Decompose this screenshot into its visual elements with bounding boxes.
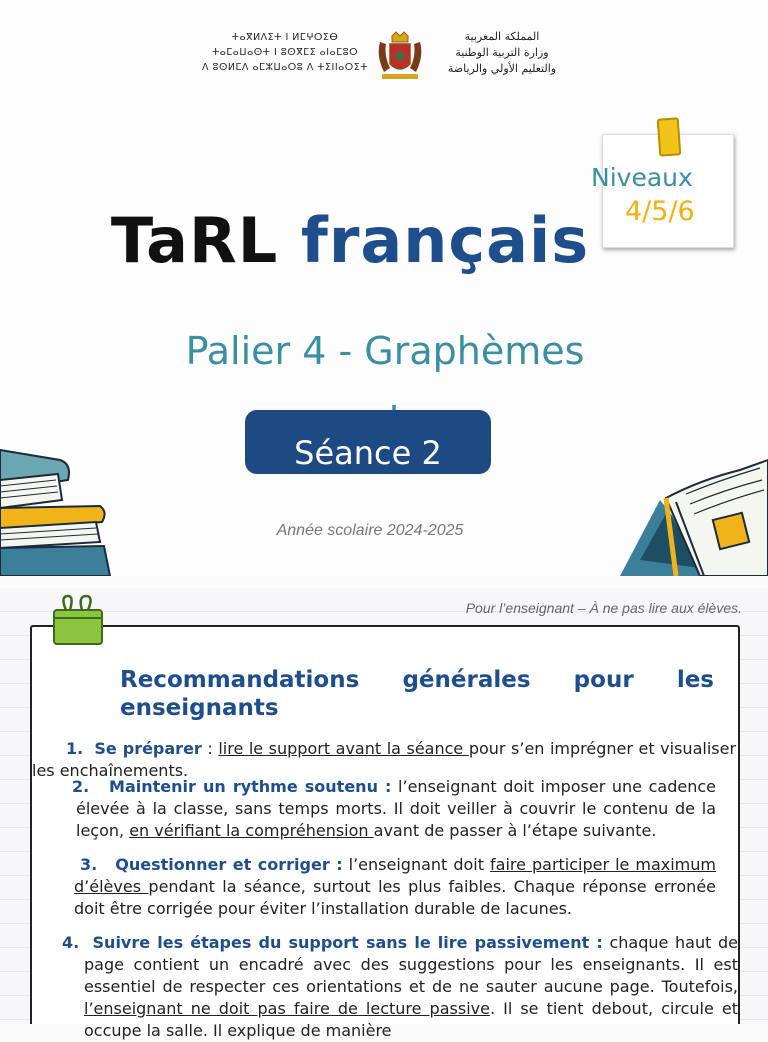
item-heading: Se préparer: [94, 739, 202, 758]
separator: :: [201, 739, 219, 758]
title-tarl: TaRL: [110, 204, 279, 277]
title-francais: français: [300, 204, 590, 277]
ministry-name-arabic: [432, 29, 572, 77]
item-text: l’enseignant doit: [342, 855, 491, 874]
school-year: Année scolaire 2024-2025: [276, 522, 464, 539]
tifinagh-line-2: ⵜⴰⵎⴰⵡⴰⵙⵜ ⵏ ⵓⵙⴳⵎⵉ ⴰⵏⴰⵎⵓⵔ: [211, 47, 359, 58]
item-text-end: avant de passer à l’étape suivante.: [373, 821, 657, 840]
book-stack-icon: [0, 430, 120, 576]
session-badge: Séance 2: [245, 410, 491, 474]
pin-icon: [657, 117, 682, 156]
item-number: 4.: [62, 933, 80, 952]
item-text-end: pendant la séance, surtout les plus faibles. Chaque réponse erronée doit être corrigée pour éviter l’installation durable de lacunes.: [74, 877, 717, 918]
arabic-line-1: المملكة المغربية: [464, 30, 540, 43]
item-heading: Suivre les étapes du support sans le lire passivement :: [92, 933, 603, 952]
item-text: pour s’en imprégner et visualiser les enchaînements.: [32, 739, 737, 780]
recommendations-title-line-2: enseignants: [120, 695, 279, 721]
recommendation-2: [72, 776, 716, 842]
recommendation-3: [74, 854, 716, 920]
item-number: 3.: [80, 855, 98, 874]
arabic-line-2: وزارة التربية الوطنية: [455, 46, 549, 59]
underlined-text: faire participer le maximum d’élèves: [74, 855, 716, 896]
tifinagh-line-1: ⵜⴰⴳⵍⴷⵉⵜ ⵏ ⵍⵎⵖⵔⵉⴱ: [231, 32, 339, 43]
recommendations-title: Recommandations générales pour les: [120, 667, 714, 693]
item-text: l’enseignant doit imposer une cadence élevée à la classe, sans temps morts. Il doit veiller à couvrir le contenu de la leçon,: [76, 777, 716, 840]
underlined-text: lire le support avant la séance: [218, 739, 469, 758]
item-text: chaque haut de page contient un encadré avec des suggestions pour les enseignants. Il est essentiel de respecter ces orientations et de ne sauter aucune page. Toutefois,: [84, 933, 739, 996]
arabic-line-3: والتعليم الأولي والرياضة: [447, 62, 557, 75]
levels-value: 4/5/6: [625, 196, 695, 227]
ministry-name-tifinagh: [200, 30, 370, 75]
item-heading: Questionner et corriger :: [115, 855, 343, 874]
subtitle: Palier 4 - Graphèmes: [185, 329, 585, 373]
main-title: [0, 204, 700, 277]
binder-clip-icon: [52, 594, 104, 646]
open-book-icon: [620, 440, 768, 576]
item-text-end: . Il se tient debout, circule et occupe la salle. Il explique de manière: [84, 999, 738, 1040]
teacher-only-note: Pour l’enseignant – À ne pas lire aux élèves.: [465, 600, 742, 616]
levels-label: Niveaux: [591, 163, 693, 192]
underlined-text: en vérifiant la compréhension: [129, 821, 374, 840]
item-number: 2.: [72, 777, 90, 796]
underlined-text: l’enseignant ne doit pas faire de lecture passive: [84, 999, 490, 1018]
moroccan-coat-of-arms-icon: [374, 28, 426, 82]
item-number: 1.: [66, 739, 84, 758]
recommendation-4: [62, 932, 738, 1042]
item-heading: Maintenir un rythme soutenu :: [109, 777, 392, 796]
tifinagh-line-3: ⴷ ⵓⵙⵍⵎⴷ ⴰⵎⵣⵡⴰⵔⵓ ⴷ ⵜⵉⵏⵏⴰⵔⵉⵜ: [201, 62, 369, 73]
